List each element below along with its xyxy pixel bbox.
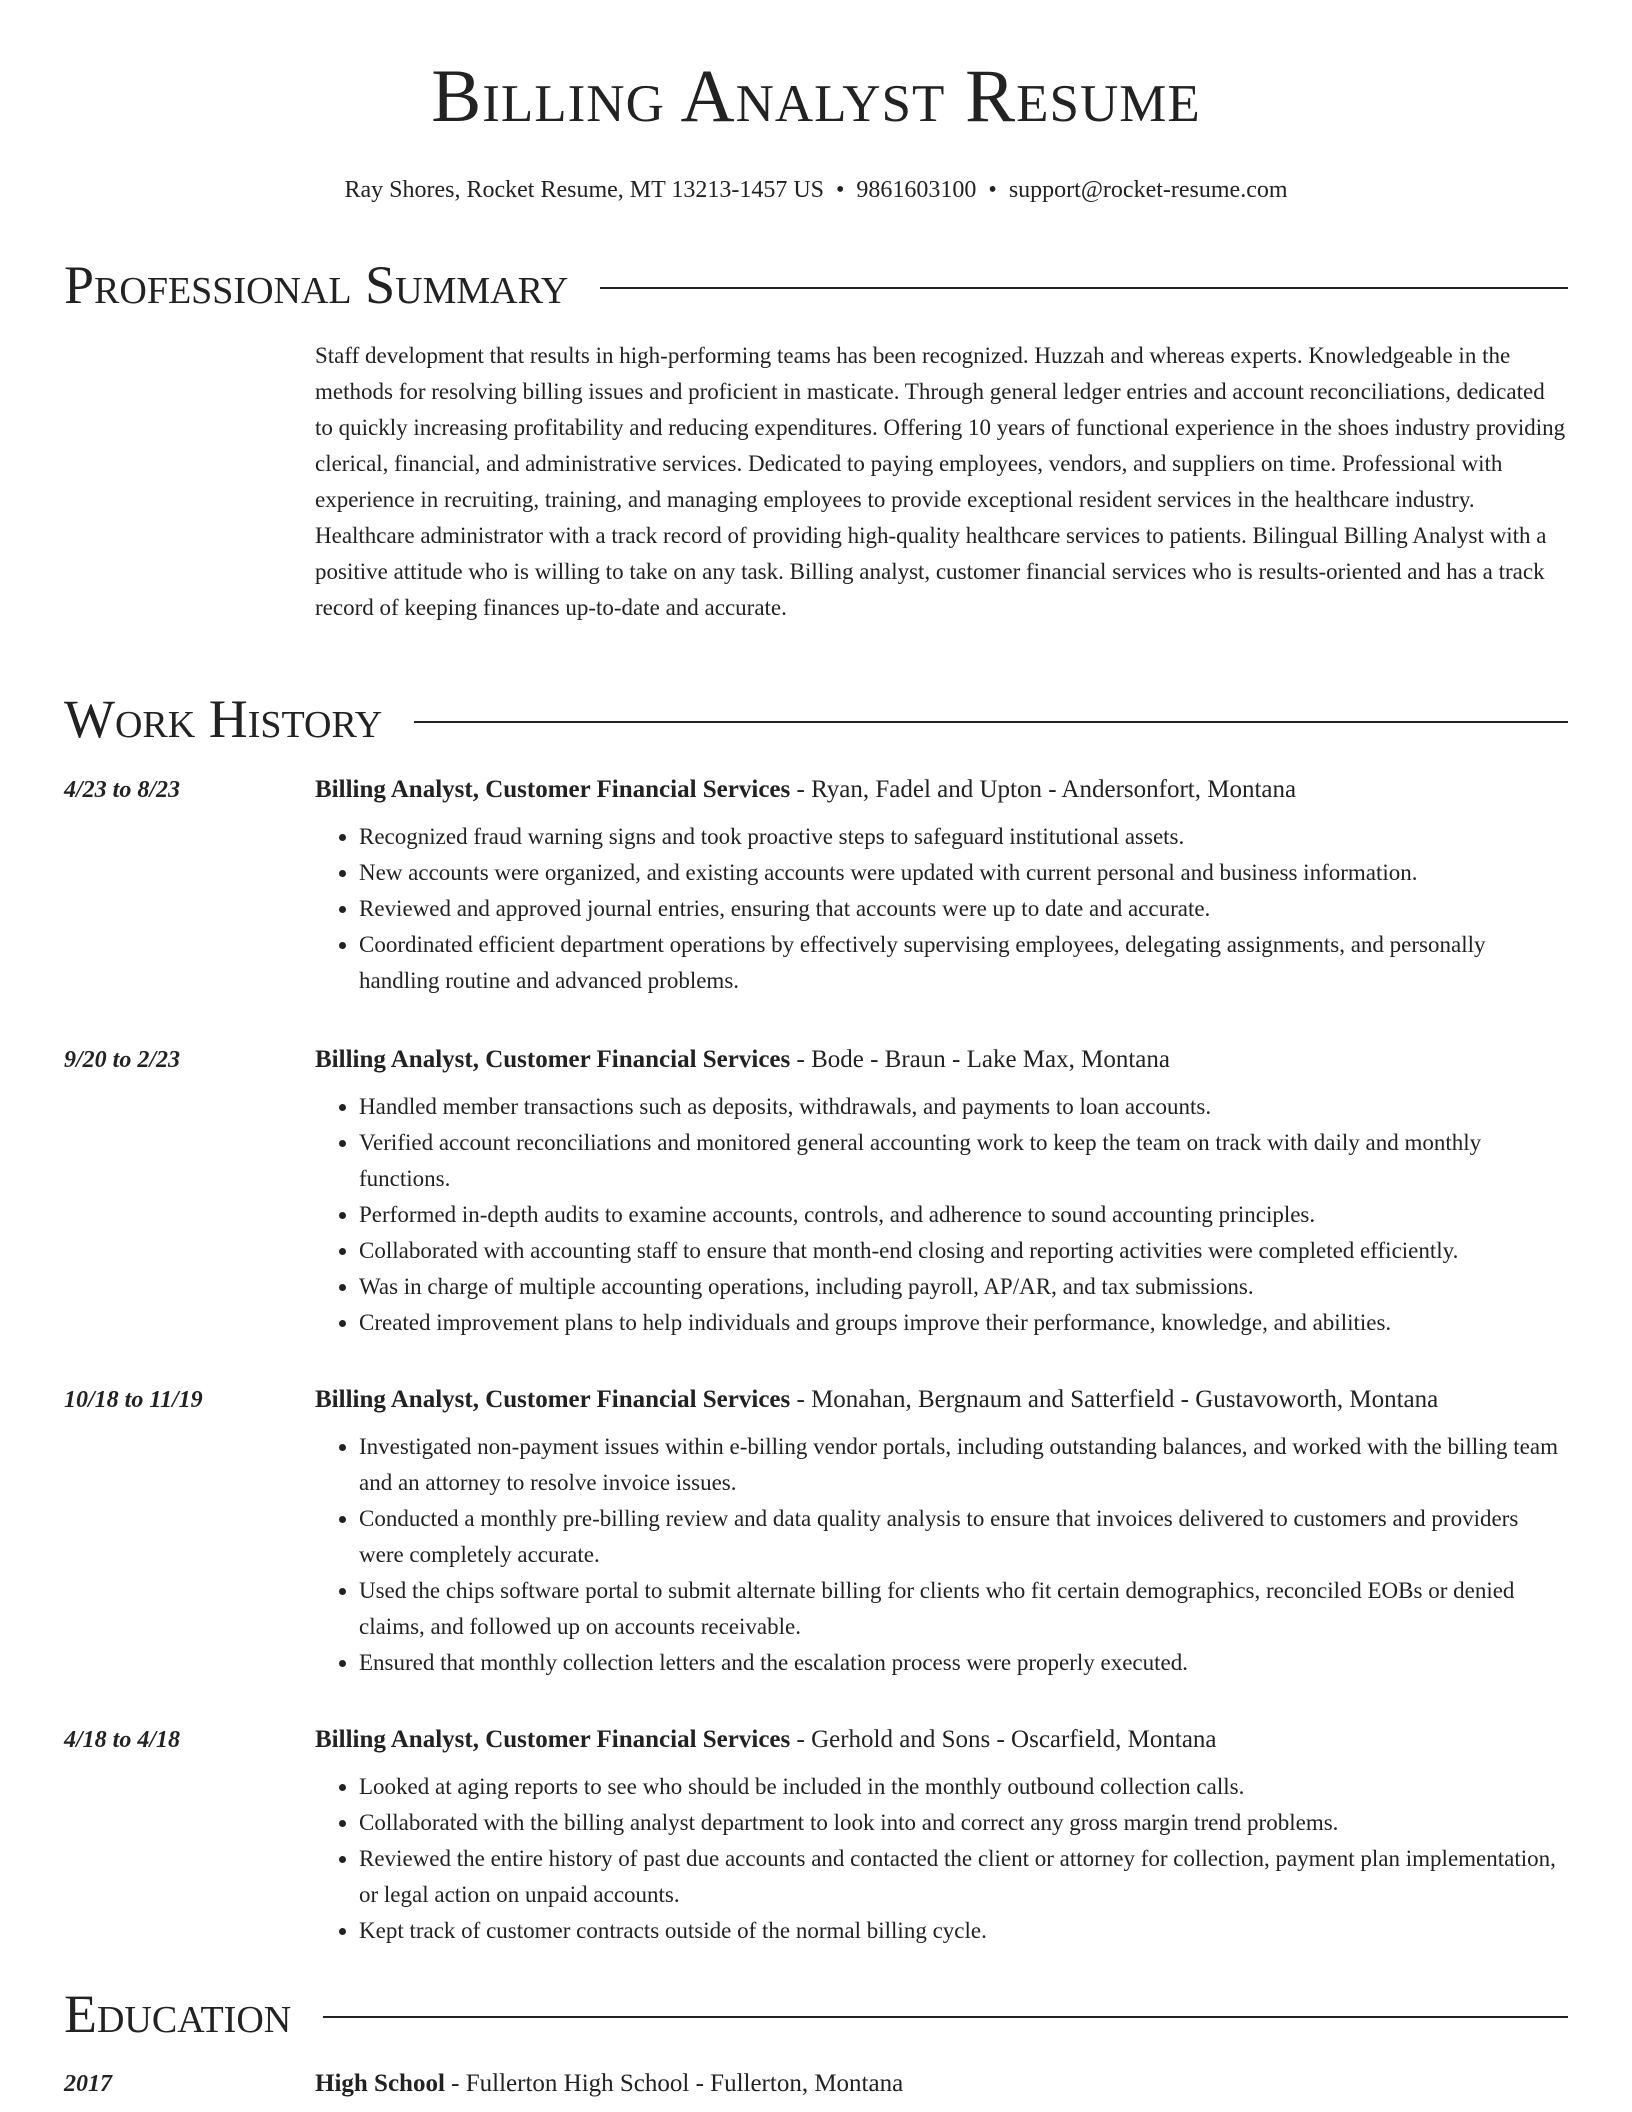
job-bullet: • Handled member transactions such as deposits, withdrawals, and payments to loan accounts. — [359, 1089, 1568, 1125]
job-heading — [315, 773, 1296, 807]
job-title: Billing Analyst, Customer Financial Services — [315, 776, 791, 803]
job-dates: 4/23 to 8/23 — [64, 777, 181, 803]
section-divider — [323, 2016, 1568, 2018]
work-section-heading — [64, 689, 1568, 749]
summary-section-heading — [64, 255, 1568, 315]
job-bullet: • Coordinated efficient department operations by effectively supervising employees, delegating assignments, and personally handling routine and advanced problems. — [359, 927, 1568, 999]
job-title: Billing Analyst, Customer Financial Services — [315, 1386, 791, 1413]
job-bullet-list — [315, 819, 1568, 999]
section-divider — [600, 287, 1568, 289]
job-bullet: • Verified account reconciliations and monitored general accounting work to keep the team on track with daily and monthly functions. — [359, 1125, 1568, 1197]
education-section-heading — [64, 1984, 1568, 2044]
job-bullet: • New accounts were organized, and existing accounts were updated with current personal and business information. — [359, 855, 1568, 891]
contact-separator: • — [988, 177, 997, 203]
job-heading — [315, 1383, 1438, 1417]
education-heading: Education — [64, 1984, 292, 2044]
job-heading — [315, 1723, 1217, 1757]
job-bullet: • Was in charge of multiple accounting operations, including payroll, AP/AR, and tax submissions. — [359, 1269, 1568, 1305]
job-bullet: • Reviewed and approved journal entries, ensuring that accounts were up to date and accurate. — [359, 891, 1568, 927]
document-title: Billing Analyst Resume — [431, 55, 1201, 138]
job-title: Billing Analyst, Customer Financial Services — [315, 1046, 791, 1073]
job-bullet: • Used the chips software portal to submit alternate billing for clients who fit certain demographics, reconciled EOBs or denied claims, and followed up on accounts receivable. — [359, 1573, 1568, 1645]
contact-line — [0, 175, 1632, 205]
contact-separator: • — [836, 177, 845, 203]
job-details: - Bode - Braun - Lake Max, Montana — [790, 1046, 1170, 1073]
job-entry — [64, 1383, 1568, 1681]
job-bullet: • Kept track of customer contracts outside of the normal billing cycle. — [359, 1913, 1568, 1949]
job-bullet: • Conducted a monthly pre-billing review and data quality analysis to ensure that invoices delivered to customers and providers were completely accurate. — [359, 1501, 1568, 1573]
job-entry — [64, 1723, 1568, 1949]
job-bullet: • Ensured that monthly collection letters and the escalation process were properly executed. — [359, 1645, 1568, 1681]
section-divider — [414, 721, 1568, 723]
education-details: - Fullerton High School - Fullerton, Montana — [444, 2070, 904, 2097]
work-heading: Work History — [64, 689, 383, 749]
job-dates: 9/20 to 2/23 — [64, 1047, 181, 1073]
job-bullet: • Performed in-depth audits to examine accounts, controls, and adherence to sound accounting principles. — [359, 1197, 1568, 1233]
job-details: - Ryan, Fadel and Upton - Andersonfort, Montana — [790, 776, 1297, 803]
job-bullet: • Collaborated with the billing analyst department to look into and correct any gross margin trend problems. — [359, 1805, 1568, 1841]
education-entry — [64, 2067, 1568, 2101]
job-details: - Monahan, Bergnaum and Satterfield - Gustavoworth, Montana — [790, 1386, 1439, 1413]
job-bullet: • Looked at aging reports to see who should be included in the monthly outbound collection calls. — [359, 1769, 1568, 1805]
job-bullet: • Collaborated with accounting staff to ensure that month-end closing and reporting activities were completed efficiently. — [359, 1233, 1568, 1269]
summary-text: Staff development that results in high-performing teams has been recognized. Huzzah and whereas experts. Knowledgeable in the methods for resolving billing issues and proficient in masticate. Through general ledger entries and account reconciliations, dedicated to quickly increasing profitability and reducing expenditures. Offering 10 years of functional experience in the shoes industry providing clerical, financial, and administrative services. Dedicated to paying employees, vendors, and suppliers on time. Professional with experience in recruiting, training, and managing employees to provide exceptional resident services in the healthcare industry. Healthcare administrator with a track record of providing high-quality healthcare services to patients. Bilingual Billing Analyst with a positive attitude who is willing to take on any task. Billing analyst, customer financial services who is results-oriented and has a track record of keeping finances up-to-date and accurate. — [315, 343, 1566, 620]
job-dates: 4/18 to 4/18 — [64, 1727, 181, 1753]
job-bullet-list — [315, 1089, 1568, 1341]
education-heading-line — [315, 2067, 903, 2101]
job-bullet-list — [315, 1769, 1568, 1949]
education-degree: High School — [315, 2070, 445, 2097]
job-bullet: • Investigated non-payment issues within e-billing vendor portals, including outstanding balances, and worked with the billing team and an attorney to resolve invoice issues. — [359, 1429, 1568, 1501]
contact-address: Ray Shores, Rocket Resume, MT 13213-1457 US — [344, 177, 825, 203]
job-title: Billing Analyst, Customer Financial Services — [315, 1726, 791, 1753]
contact-email: support@rocket-resume.com — [1008, 177, 1288, 203]
job-bullet-list — [315, 1429, 1568, 1681]
job-entry — [64, 1043, 1568, 1341]
education-year: 2017 — [64, 2071, 112, 2097]
job-entry — [64, 773, 1568, 999]
summary-heading: Professional Summary — [64, 255, 569, 315]
job-heading — [315, 1043, 1170, 1077]
job-bullet: • Created improvement plans to help individuals and groups improve their performance, knowledge, and abilities. — [359, 1305, 1568, 1341]
job-dates: 10/18 to 11/19 — [64, 1387, 203, 1413]
contact-phone: 9861603100 — [856, 177, 977, 203]
job-bullet: • Reviewed the entire history of past due accounts and contacted the client or attorney for collection, payment plan implementation, or legal action on unpaid accounts. — [359, 1841, 1568, 1913]
job-bullet: • Recognized fraud warning signs and took proactive steps to safeguard institutional assets. — [359, 819, 1568, 855]
job-details: - Gerhold and Sons - Oscarfield, Montana — [790, 1726, 1217, 1753]
